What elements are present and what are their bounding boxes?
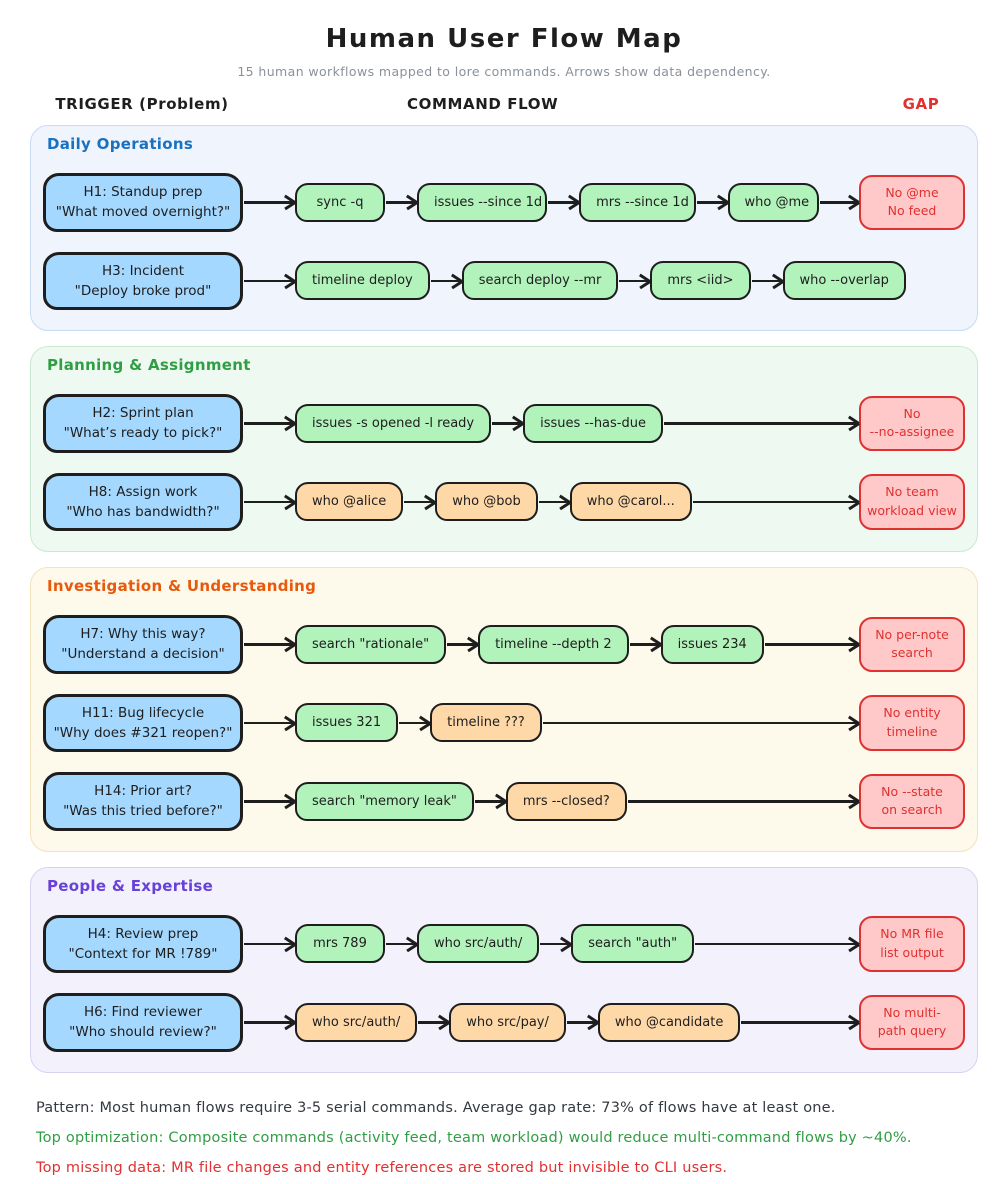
- trigger-title: H2: Sprint plan: [92, 405, 194, 421]
- gap-line: No team: [885, 484, 939, 499]
- flow-row-h14: [43, 772, 965, 831]
- column-header-command: COMMAND FLOW: [407, 95, 559, 113]
- gap-line: No MR file: [880, 926, 944, 941]
- command-box: who src/auth/: [417, 924, 539, 963]
- page-subtitle: 15 human workflows mapped to lore commands. Arrows show data dependency.: [237, 64, 771, 79]
- command-box: timeline ???: [430, 703, 542, 742]
- arrow-icon: [543, 722, 858, 725]
- command-box: mrs 789: [295, 924, 385, 963]
- section-planning-assignment: [30, 346, 978, 552]
- section-label: Planning & Assignment: [47, 356, 251, 374]
- trigger-title: H4: Review prep: [87, 925, 199, 942]
- trigger-box: [43, 694, 243, 753]
- command-box: who @me: [728, 183, 819, 222]
- section-label: Daily Operations: [47, 135, 194, 153]
- arrow-icon: [244, 201, 294, 204]
- gap-line: No --state: [881, 783, 943, 799]
- arrow-icon: [492, 422, 522, 425]
- arrow-icon: [752, 280, 782, 283]
- arrow-icon: [693, 501, 858, 504]
- flow-row-h11: [43, 694, 965, 753]
- column-header-trigger: TRIGGER (Problem): [55, 95, 229, 113]
- footer-optimization-note: Top optimization: Composite commands (activity feed, team workload) would reduce multi-command flows by ~40%.: [36, 1129, 912, 1146]
- arrow-icon: [418, 1021, 448, 1024]
- trigger-box: [43, 915, 243, 974]
- command-box: mrs --since 1d: [579, 183, 695, 222]
- trigger-title: H1: Standup prep: [83, 184, 203, 200]
- command-box: issues --since 1d: [417, 183, 547, 222]
- arrow-icon: [244, 722, 294, 725]
- arrow-icon: [619, 280, 649, 283]
- gap-line: path query: [877, 1023, 947, 1039]
- arrow-icon: [431, 280, 461, 283]
- gap-box: [859, 617, 965, 673]
- command-box: search "auth": [571, 924, 694, 963]
- column-headers: [0, 95, 1008, 117]
- trigger-title: H8: Assign work: [88, 483, 198, 500]
- trigger-quote: "Was this tried before?": [63, 803, 223, 820]
- trigger-quote: "Who has bandwidth?": [66, 503, 220, 520]
- gap-line: No feed: [887, 203, 937, 219]
- flow-row-h4: [43, 915, 965, 974]
- gap-box: [859, 396, 965, 452]
- trigger-box: [43, 173, 243, 232]
- arrow-icon: [765, 643, 858, 646]
- arrow-icon: [540, 943, 570, 946]
- arrow-icon: [697, 201, 727, 204]
- arrow-icon: [404, 501, 434, 504]
- section-investigation-understanding: [30, 567, 978, 852]
- footer-missing-data-note: Top missing data: MR file changes and entity references are stored but invisible to CLI users.: [36, 1160, 728, 1177]
- arrow-icon: [567, 1021, 597, 1024]
- trigger-box: [43, 615, 243, 674]
- section-daily-operations: [30, 125, 978, 331]
- command-box: who @alice: [295, 482, 403, 521]
- gap-line: No: [903, 405, 921, 421]
- command-box: search deploy --mr: [462, 261, 619, 300]
- command-box: who --overlap: [783, 261, 906, 300]
- arrow-icon: [475, 800, 505, 803]
- trigger-quote: "Why does #321 reopen?": [53, 724, 233, 741]
- trigger-box: [43, 993, 243, 1052]
- arrow-icon: [244, 943, 294, 946]
- arrow-icon: [399, 722, 429, 725]
- command-box: timeline --depth 2: [478, 625, 629, 664]
- command-box: search "rationale": [295, 625, 446, 664]
- flow-row-h2: [43, 394, 965, 453]
- gap-box: [859, 175, 965, 231]
- arrow-icon: [548, 201, 578, 204]
- arrow-icon: [820, 201, 858, 204]
- command-box: search "memory leak": [295, 782, 474, 821]
- command-box: issues 234: [661, 625, 764, 664]
- arrow-icon: [447, 643, 477, 646]
- column-header-gap: GAP: [902, 95, 940, 113]
- gap-line: No entity: [883, 705, 941, 720]
- command-box: who @candidate: [598, 1003, 741, 1042]
- section-label: People & Expertise: [47, 876, 214, 895]
- command-box: issues --has-due: [523, 404, 663, 443]
- trigger-box: [43, 473, 243, 532]
- trigger-quote: "What moved overnight?": [55, 204, 231, 221]
- arrow-icon: [244, 800, 294, 803]
- trigger-quote: "Context for MR !789": [68, 945, 218, 962]
- gap-box: [859, 474, 965, 530]
- arrow-icon: [741, 1021, 858, 1024]
- trigger-title: H3: Incident: [101, 262, 184, 279]
- arrow-icon: [244, 1021, 294, 1024]
- gap-box: [859, 695, 965, 751]
- command-box: timeline deploy: [295, 261, 430, 300]
- arrow-icon: [244, 422, 294, 425]
- gap-line: No multi-: [883, 1004, 941, 1020]
- gap-box: [859, 916, 965, 972]
- trigger-quote: "What’s ready to pick?": [63, 425, 223, 442]
- trigger-box: [43, 252, 243, 311]
- footer-pattern-note: Pattern: Most human flows require 3-5 serial commands. Average gap rate: 73% of flows have at least one.: [36, 1099, 836, 1116]
- section-people-expertise: [30, 867, 978, 1073]
- trigger-title: H7: Why this way?: [80, 626, 206, 642]
- gap-line: --no-assignee: [869, 424, 955, 440]
- page-title: Human User Flow Map: [325, 24, 683, 54]
- arrow-icon: [244, 501, 294, 504]
- gap-line: timeline: [886, 723, 938, 739]
- arrow-icon: [539, 501, 569, 504]
- flow-row-h7: [43, 615, 965, 674]
- flow-row-h3: [43, 252, 965, 311]
- arrow-icon: [386, 201, 416, 204]
- arrow-icon: [664, 422, 858, 425]
- flow-row-h1: [43, 173, 965, 232]
- command-box: mrs <iid>: [650, 261, 750, 300]
- trigger-quote: "Understand a decision": [61, 646, 225, 663]
- arrow-icon: [695, 943, 858, 946]
- gap-line: workload view: [867, 502, 957, 518]
- trigger-quote: "Deploy broke prod": [74, 282, 212, 299]
- gap-line: No @me: [885, 184, 939, 200]
- gap-line: list output: [880, 944, 944, 960]
- gap-box: [859, 995, 965, 1051]
- trigger-box: [43, 394, 243, 453]
- arrow-icon: [386, 943, 416, 946]
- flow-row-h6: [43, 993, 965, 1052]
- gap-line: No per-note: [875, 626, 949, 642]
- command-box: mrs --closed?: [506, 782, 627, 821]
- gap-box: [859, 774, 965, 830]
- command-box: issues -s opened -l ready: [295, 404, 491, 443]
- trigger-title: H6: Find reviewer: [83, 1004, 203, 1020]
- gap-line: on search: [881, 802, 943, 818]
- arrow-icon: [244, 643, 294, 646]
- command-box: who src/pay/: [449, 1003, 566, 1042]
- trigger-title: H14: Prior art?: [94, 783, 192, 799]
- arrow-icon: [244, 280, 294, 283]
- arrow-icon: [628, 800, 858, 803]
- command-box: issues 321: [295, 703, 398, 742]
- flow-row-h8: [43, 473, 965, 532]
- footer-notes: [36, 1093, 972, 1184]
- gap-line: search: [891, 645, 933, 661]
- command-box: who @carol...: [570, 482, 692, 521]
- command-box: who @bob: [435, 482, 537, 521]
- command-box: who src/auth/: [295, 1003, 417, 1042]
- trigger-quote: "Who should review?": [69, 1024, 217, 1041]
- arrow-icon: [630, 643, 660, 646]
- trigger-box: [43, 772, 243, 831]
- trigger-title: H11: Bug lifecycle: [81, 704, 205, 721]
- section-label: Investigation & Understanding: [47, 577, 317, 595]
- command-box: sync -q: [295, 183, 385, 222]
